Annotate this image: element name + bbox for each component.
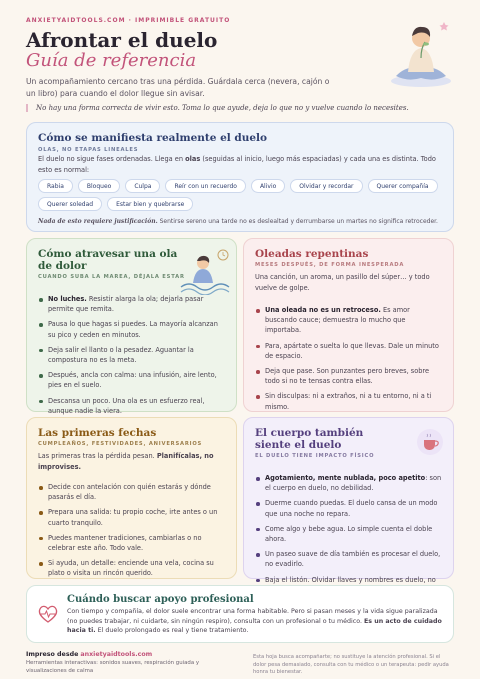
- emotion-chip: Bloqueo: [78, 179, 120, 193]
- page-subtitle: Guía de referencia: [26, 50, 197, 71]
- card-kicker: EL DUELO TIENE IMPACTO FÍSICO: [255, 453, 375, 459]
- tip-list: [255, 473, 443, 595]
- tip-text: Después, ancla con calma: una infusión, aire lento, pies en el suelo.: [48, 371, 217, 390]
- body-bold: olas: [185, 155, 201, 163]
- card-title: Cómo se manifiesta realmente el duelo: [38, 132, 268, 144]
- tip-item: [255, 473, 443, 493]
- person-at-sea-illustration: [179, 247, 231, 295]
- tip-text: Resistir alarga la ola; dejarla pasar permite que remita.: [48, 295, 204, 314]
- tip-item: [38, 319, 226, 339]
- note-bold: Nada de esto requiere justificación.: [38, 218, 158, 225]
- grief-manifestation-card: [26, 122, 454, 232]
- sudden-waves-card: [243, 238, 454, 412]
- card-title: Cuándo buscar apoyo profesional: [67, 594, 254, 605]
- tea-cup-icon: [416, 428, 444, 456]
- tip-item: [38, 507, 226, 527]
- tip-text: Un paseo suave de día también es procesar el duelo, no evadirlo.: [265, 550, 441, 569]
- tip-item: [38, 558, 226, 578]
- tip-item: [255, 341, 443, 361]
- tip-text: Descansa un poco. Una ola es un esfuerzo real, aunque nadie la viera.: [48, 396, 205, 415]
- tip-item: [38, 294, 226, 314]
- footer-printed-label: Impreso desde: [26, 651, 79, 658]
- tip-text: Baja el listón. Olvidar llaves y nombres es duelo, no: [265, 575, 436, 584]
- tip-text: Duerme cuando puedas. El duelo cansa de un modo que una noche no repara.: [265, 499, 438, 518]
- tip-bold: No luches.: [48, 295, 87, 303]
- tip-item: [255, 524, 443, 544]
- card-body: [67, 607, 445, 636]
- tip-item: [255, 549, 443, 569]
- body-text: El duelo prolongado es real y tiene tratamiento.: [95, 627, 249, 635]
- first-dates-card: [26, 417, 237, 579]
- emotion-chip: Culpa: [125, 179, 160, 193]
- footer-left: [26, 651, 226, 675]
- card-kicker: OLAS, NO ETAPAS LINEALES: [38, 147, 139, 153]
- tip-text: Decide con antelación con quién estarás y dónde pasarás el día.: [48, 483, 211, 502]
- body-text: Con tiempo y compañía, el dolor suele encontrar una forma habitable. Pero si pasan meses y la vida sigue paralizada (no puedes trabajar, ni cuidarte, sin ningún respiro), consulta con un profesional o tu médico.: [67, 608, 438, 625]
- card-body: [38, 154, 442, 175]
- physical-grief-card: [243, 417, 454, 584]
- card-title: Cómo atravesar una ola de dolor: [38, 248, 178, 272]
- footer-disclaimer: Esta hoja busca acompañarte; no sustituye la atención profesional. Si el dolor pesa demasiado, consulta con tu médico o un terapeuta: pedir ayuda honra tu bienestar.: [253, 654, 449, 675]
- tip-list: [38, 294, 226, 416]
- tip-item: [255, 305, 443, 336]
- body-bold: Es un acto de cuidado hacia ti.: [67, 617, 442, 635]
- card-intro: [38, 451, 226, 472]
- card-intro: Una canción, un aroma, un pasillo del súper… y todo vuelve de golpe.: [255, 273, 430, 292]
- tip-text: Deja que pase. Son punzantes pero breves, sobre todo si no te tensas contra ellas.: [265, 367, 430, 386]
- tip-item: [255, 498, 443, 518]
- intro-bold: Planifícalas, no improvises.: [38, 452, 214, 471]
- tip-text: : son el cuerpo en duelo, no debilidad.: [265, 474, 442, 493]
- brand-tagline: ANXIETYAIDTOOLS.COM · IMPRIMIBLE GRATUITO: [26, 17, 231, 24]
- heartbeat-icon: [37, 603, 59, 625]
- emotion-chip: Querer soledad: [38, 197, 102, 211]
- grief-wave-card: [26, 238, 237, 415]
- tip-item: [38, 533, 226, 553]
- tip-bold: Agotamiento, mente nublada, poco apetito: [265, 474, 426, 482]
- card-title: Oleadas repentinas: [255, 248, 369, 260]
- intro-quote: No hay una forma correcta de vivir esto. Toma lo que ayude, deja lo que no y vuelve cuando lo necesites.: [26, 104, 446, 112]
- intro-text: Un acompañamiento cercano tras una pérdida. Guárdala cerca (nevera, cajón o un libro) para cuando el dolor llegue sin avisar.: [26, 77, 330, 98]
- emotion-chip-list: [38, 179, 442, 211]
- footer-tools-text: Herramientas interactivas: sonidos suaves, respiración guiada y visualizaciones de calma: [26, 660, 200, 674]
- tip-item: [38, 345, 226, 365]
- meditating-person-illustration: [388, 14, 454, 88]
- tip-item: [255, 366, 443, 386]
- tip-text: Si ayuda, un detalle: enciende una vela, cocina su plato o visita un rincón querido.: [48, 559, 214, 578]
- page-title: Afrontar el duelo: [26, 28, 218, 52]
- note-text: Sentirse sereno una tarde no es deslealtad y derrumbarse un martes no significa retroceder.: [157, 218, 438, 225]
- tip-item: [38, 370, 226, 390]
- body-text: (seguidas al inicio, luego más espaciadas) y cada una es distinta. Todo esto es normal:: [38, 155, 436, 174]
- card-kicker: MESES DESPUÉS, DE FORMA INESPERADA: [255, 262, 405, 268]
- tip-list: [38, 482, 226, 579]
- card-kicker: CUMPLEAÑOS, FESTIVIDADES, ANIVERSARIOS: [38, 441, 203, 447]
- tip-text: Come algo y bebe agua. Lo simple cuenta el doble ahora.: [265, 524, 433, 544]
- tip-text: Para, apártate o suelta lo que llevas. Dale un minuto de espacio.: [265, 341, 439, 360]
- tip-item: [255, 391, 443, 411]
- body-text: El duelo no sigue fases ordenadas. Llega en: [38, 155, 186, 163]
- tip-text: Sin disculpas: ni a extraños, ni a tu entorno, ni a ti mismo.: [265, 392, 432, 411]
- emotion-chip: Alivio: [251, 179, 285, 193]
- emotion-chip: Rabia: [38, 179, 73, 193]
- card-kicker: CUANDO SUBA LA MAREA, DÉJALA ESTAR: [38, 274, 185, 280]
- tip-list: [255, 305, 443, 412]
- intro-text: Las primeras tras la pérdida pesan.: [38, 452, 157, 460]
- emotion-chip: Reír con un recuerdo: [165, 179, 245, 193]
- emotion-chip: Estar bien y quebrarse: [107, 197, 193, 211]
- tip-text: Pausa lo que hagas si puedes. La mayoría alcanzan su pico y ceden en minutos.: [48, 320, 218, 339]
- emotion-chip: Querer compañía: [368, 179, 438, 193]
- tip-text: Prepara una salida: tu propio coche, irte antes o un cuarto tranquilo.: [48, 508, 218, 527]
- tip-text: Deja salir el llanto o la pesadez. Aguantar la compostura no es la meta.: [48, 345, 194, 365]
- tip-text: Es amor buscando cauce; demuestra lo mucho que importaba.: [265, 306, 410, 335]
- card-title: El cuerpo también siente el duelo: [255, 427, 364, 451]
- card-note: [38, 217, 442, 228]
- tip-bold: Una oleada no es un retroceso.: [265, 306, 381, 314]
- tip-item: [38, 482, 226, 502]
- card-title: Las primeras fechas: [38, 427, 157, 439]
- professional-support-card: [26, 585, 454, 643]
- footer-site-link[interactable]: anxietyaidtools.com: [80, 651, 153, 658]
- tip-text: Puedes mantener tradiciones, cambiarlas o no celebrar este año. Todo vale.: [48, 533, 202, 553]
- emotion-chip: Olvidar y recordar: [290, 179, 362, 193]
- tip-item: [38, 396, 226, 416]
